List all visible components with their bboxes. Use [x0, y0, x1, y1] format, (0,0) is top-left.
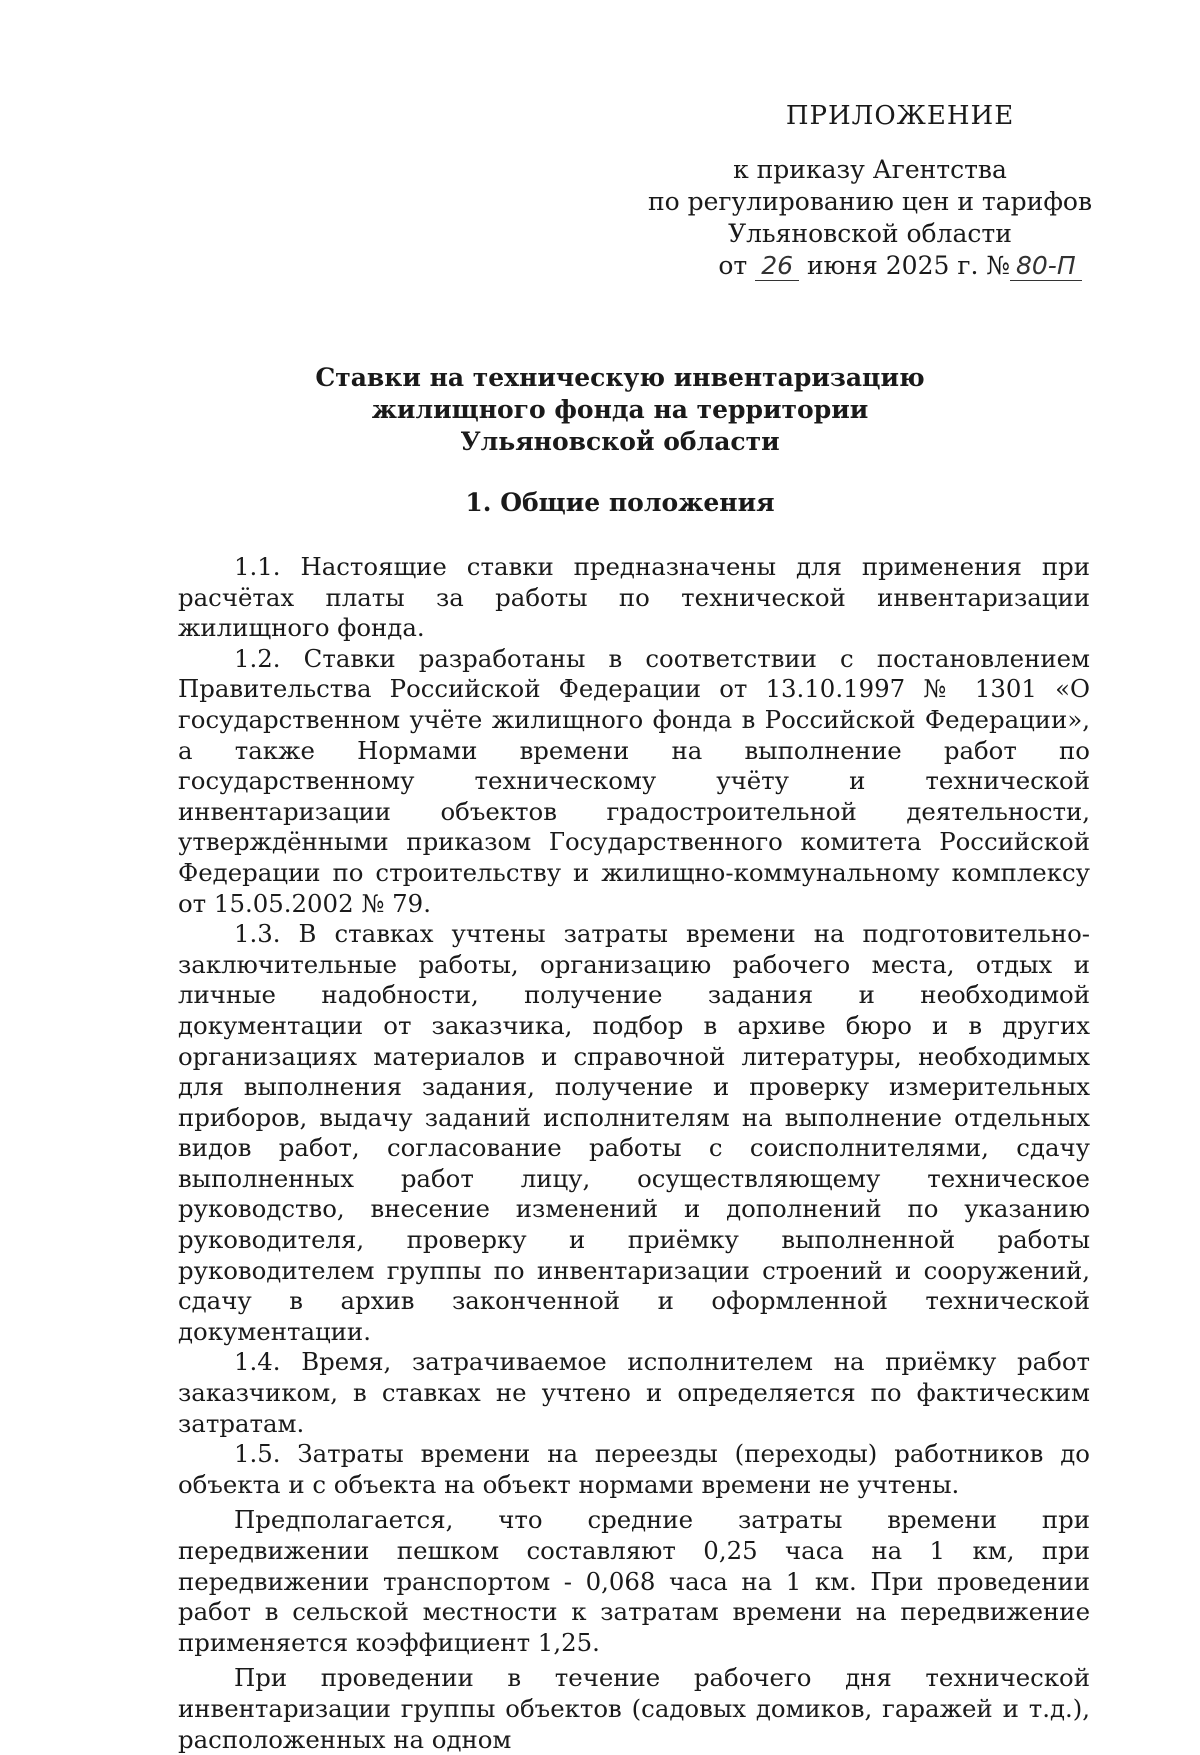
document-title-line-1: Ставки на техническую инвентаризацию — [315, 363, 925, 392]
order-line-3: Ульяновской области — [728, 219, 1012, 248]
paragraph-travel-time: Предполагается, что средние затраты времени при передвижении пешком составляют 0,25 часа на 1 км, при передвижении транспортом - 0,068 часа на 1 км. При проведении работ в сельской местности к затратам времени на передвижение применяется коэффициент 1,25. — [178, 1505, 1090, 1657]
order-line-1: к приказу Агентства — [733, 155, 1007, 184]
paragraph-1-5: 1.5. Затраты времени на переезды (переходы) работников до объекта и с объекта на объект нормами времени не учтены. — [178, 1439, 1090, 1499]
paragraph-group-objects: При проведении в течение рабочего дня технической инвентаризации группы объектов (садовых домиков, гаражей и т.д.), расположенных на одном — [178, 1663, 1090, 1754]
handwritten-day: 26 — [755, 251, 799, 281]
date-prefix: от — [718, 251, 748, 280]
document-body — [178, 552, 1090, 1755]
handwritten-order-number: 80-П — [1010, 251, 1082, 281]
document-title-line-2: жилищного фонда на территории — [371, 395, 869, 424]
paragraph-1-4: 1.4. Время, затрачиваемое исполнителем на приёмку работ заказчиком, в ставках не учтено и определяется по фактическим затратам. — [178, 1347, 1090, 1438]
date-middle: июня 2025 г. № — [806, 251, 1010, 280]
appendix-header — [640, 100, 1100, 282]
paragraph-1-1: 1.1. Настоящие ставки предназначены для применения при расчётах платы за работы по технической инвентаризации жилищного фонда. — [178, 552, 1090, 643]
appendix-title: ПРИЛОЖЕНИЕ — [785, 101, 1015, 131]
document-title — [200, 362, 1040, 458]
section-heading: 1. Общие положения — [465, 488, 775, 517]
paragraph-1-3: 1.3. В ставках учтены затраты времени на подготовительно-заключительные работы, организацию рабочего места, отдых и личные надобности, получение задания и необходимой документации от заказчика, подбор в архиве бюро и в других организациях материалов и справочной литературы, необходимых для выполнения задания, получение и проверку измерительных приборов, выдачу заданий исполнителям на выполнение отдельных видов работ, согласование работы с соисполнителями, сдачу выполненных работ лицу, осуществляющему техническое руководство, внесение изменений и дополнений по указанию руководителя, проверку и приёмку выполненной работы руководителем группы по инвентаризации строений и сооружений, сдачу в архив законченной и оформленной технической документации. — [178, 919, 1090, 1346]
document-title-line-3: Ульяновской области — [460, 427, 780, 456]
order-date-line — [640, 250, 1100, 282]
order-line-2: по регулированию цен и тарифов — [647, 187, 1093, 216]
paragraph-1-2: 1.2. Ставки разработаны в соответствии с постановлением Правительства Российской Федерации от 13.10.1997 № 1301 «О государственном учёте жилищного фонда в Российской Федерации», а также Нормами времени на выполнение работ по государственному техническому учёту и технической инвентаризации объектов градостроительной деятельности, утверждёнными приказом Государственного комитета Российской Федерации по строительству и жилищно-коммунальному комплексу от 15.05.2002 № 79. — [178, 643, 1090, 918]
